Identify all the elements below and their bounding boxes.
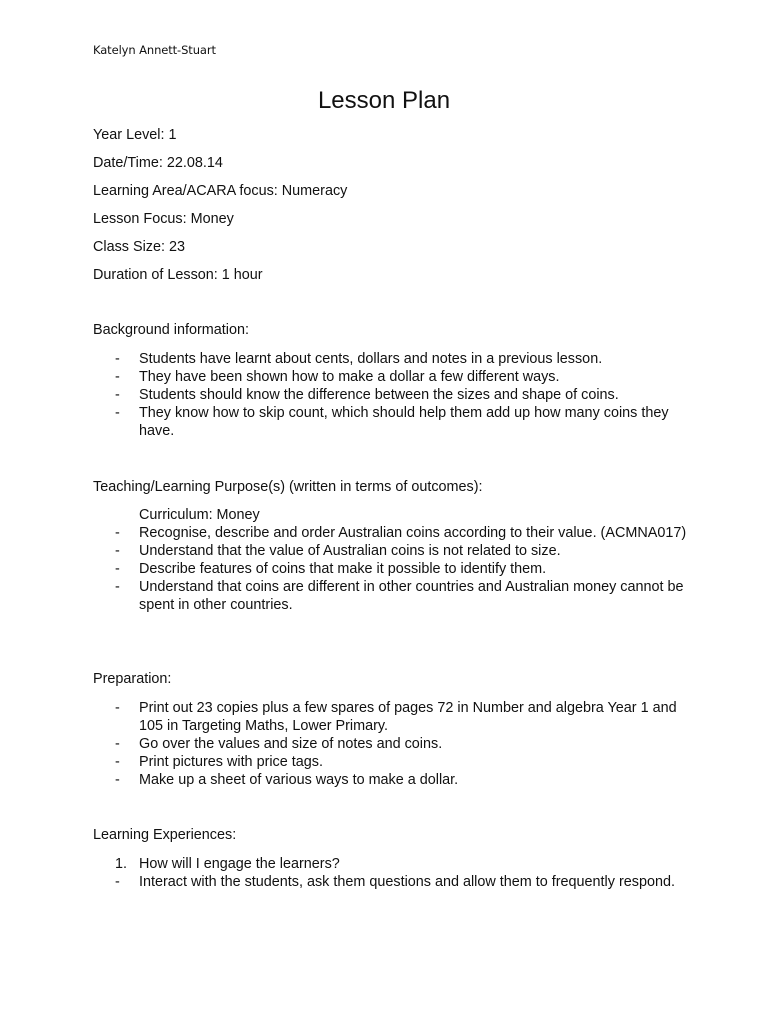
page-title: Lesson Plan [317,87,451,114]
dash-marker: - [115,351,120,367]
curriculum-label: Curriculum: Money [139,507,260,523]
list-item: - Make up a sheet of various ways to make a dollar. [115,772,459,788]
dash-marker: - [115,369,120,385]
meta-learning-area: Learning Area/ACARA focus: Numeracy [93,183,348,199]
list-item: - Go over the values and size of notes and coins. [115,736,443,752]
list-item: - Students have learnt about cents, dollars and notes in a previous lesson. [115,351,603,367]
dash-marker: - [115,700,120,716]
number-marker: 1. [115,856,128,872]
dash-marker: - [115,405,120,421]
meta-date-time: Date/Time: 22.08.14 [93,155,223,171]
list-item: - Understand that the value of Australian coins is not related to size. [115,543,561,559]
dash-marker: - [115,543,120,559]
list-item: - They have been shown how to make a dollar a few different ways. [115,369,560,385]
dash-marker: - [115,736,120,752]
lesson-meta-list [93,126,347,294]
background-heading: Background information: [93,322,249,338]
meta-class-size: Class Size: 23 [93,239,185,255]
dash-marker: - [115,525,120,541]
list-item: - They know how to skip count, which should help them add up how many coins they have. [115,405,669,439]
dash-marker: - [115,387,120,403]
list-item: - Understand that coins are different in other countries and Australian money cannot be spent in other countries. [115,579,684,613]
meta-duration: Duration of Lesson: 1 hour [93,267,263,283]
experiences-heading: Learning Experiences: [93,827,237,843]
dash-marker: - [115,772,120,788]
preparation-list [93,699,693,789]
dash-marker: - [115,561,120,577]
list-item: - Print out 23 copies plus a few spares of pages 72 in Number and algebra Year 1 and 105 in Targeting Maths, Lower Primary. [115,700,677,734]
purpose-heading: Teaching/Learning Purpose(s) (written in terms of outcomes): [93,479,483,495]
list-item: - Recognise, describe and order Australian coins according to their value. (ACMNA017) [115,525,687,541]
preparation-heading: Preparation: [93,671,172,687]
list-item: - Interact with the students, ask them questions and allow them to frequently respond. [115,874,675,890]
dash-marker: - [115,754,120,770]
list-item: - Print pictures with price tags. [115,754,323,770]
experiences-list [93,855,693,891]
meta-lesson-focus: Lesson Focus: Money [93,211,234,227]
list-item-numbered: 1. How will I engage the learners? [115,856,340,872]
meta-year-level: Year Level: 1 [93,127,177,143]
dash-marker: - [115,579,120,595]
list-item: - Students should know the difference between the sizes and shape of coins. [115,387,619,403]
dash-marker: - [115,874,120,890]
background-list [93,350,693,440]
purpose-list [93,506,693,614]
author-name: Katelyn Annett-Stuart [93,43,216,57]
list-item: - Describe features of coins that make it possible to identify them. [115,561,547,577]
